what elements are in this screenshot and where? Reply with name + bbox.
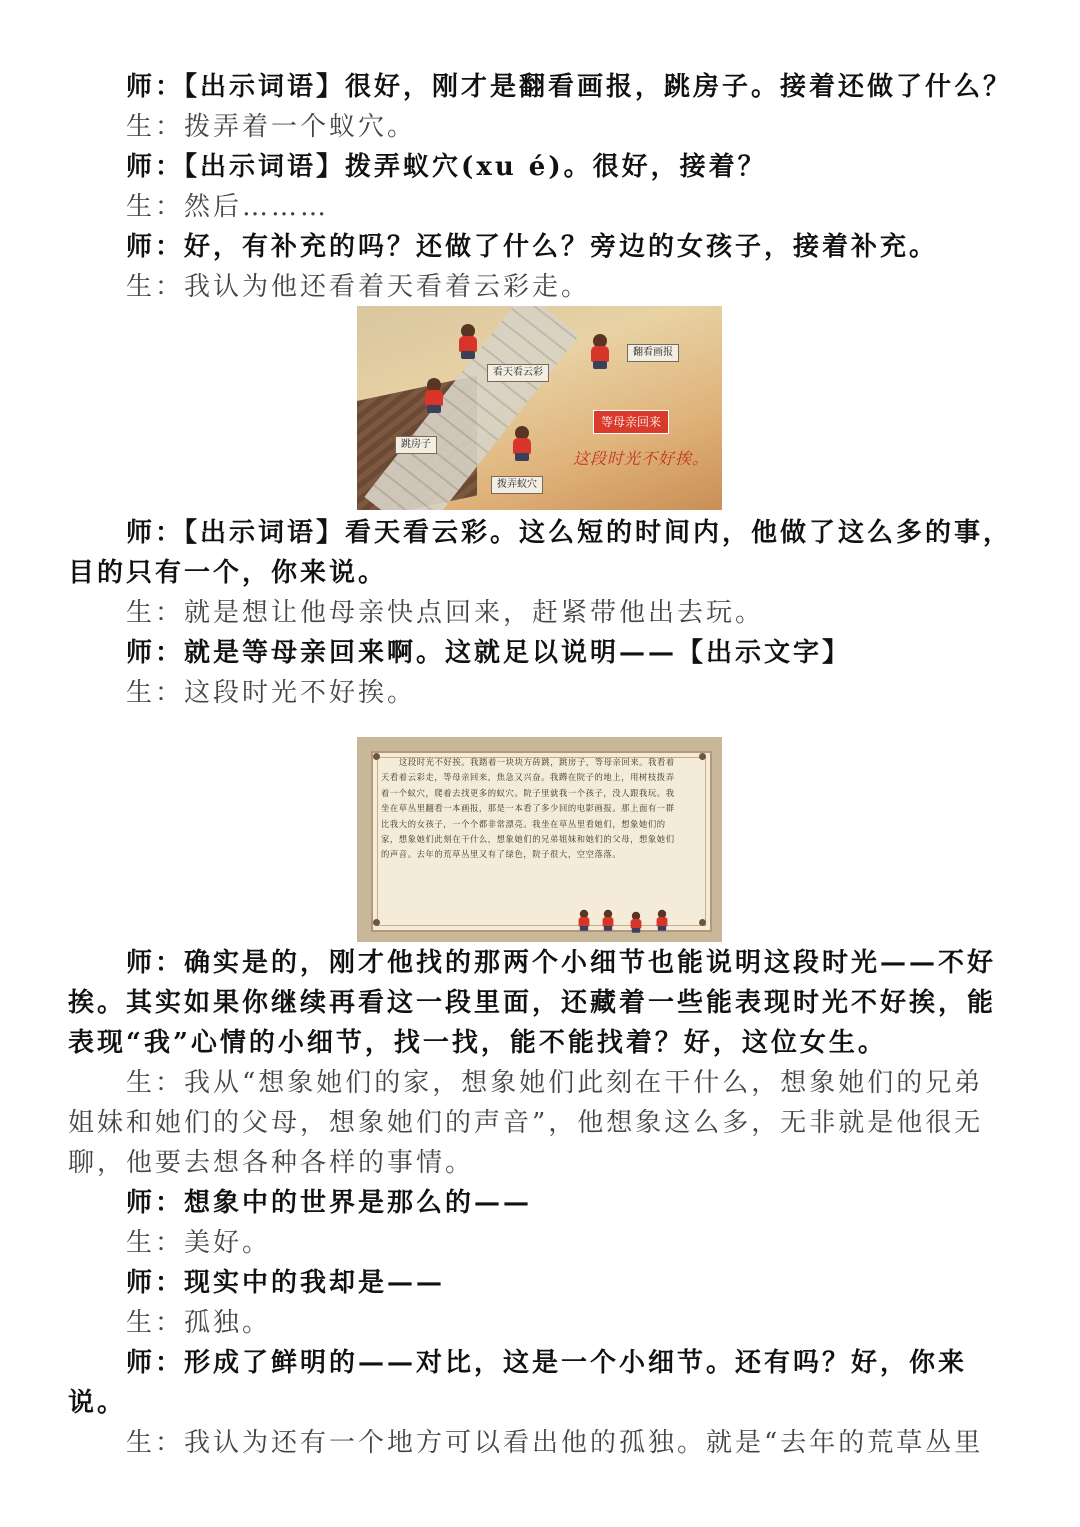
- dialogue-line: 聊，他要去想各种各样的事情。: [68, 1148, 475, 1178]
- pin-icon: [699, 919, 706, 926]
- dialogue-line: 生：我认为他还看着天看着云彩走。: [126, 272, 591, 302]
- label-fanhuabao: 翻看画报: [627, 344, 679, 362]
- label-kantian: 看天看云彩: [487, 364, 549, 382]
- dialogue-line: 师：好，有补充的吗？还做了什么？旁边的女孩子，接着补充。: [126, 232, 939, 262]
- dialogue-line: 师：【出示词语】拨弄蚁穴(xu é)。很好，接着？: [126, 152, 767, 182]
- dialogue-line: 师：现实中的我却是——: [126, 1268, 446, 1298]
- dialogue-line: 师：【出示词语】很好，刚才是翻看画报，跳房子。接着还做了什么？: [126, 72, 1013, 102]
- dialogue-line: 师：确实是的，刚才他找的那两个小细节也能说明这段时光——不好: [126, 948, 997, 978]
- dialogue-line: 目的只有一个，你来说。: [68, 558, 388, 588]
- dialogue-line: 生：就是想让他母亲快点回来，赶紧带他出去玩。: [126, 598, 765, 628]
- illustration-passage: [357, 737, 722, 942]
- illustration-activities: [357, 306, 722, 510]
- dialogue-line: 表现“我”心情的小细节，找一找，能不能找着？好，这位女生。: [68, 1028, 887, 1058]
- pin-icon: [699, 753, 706, 760]
- dialogue-line: 生：我从“想象她们的家，想象她们此刻在干什么，想象她们的兄弟: [126, 1068, 984, 1098]
- dialogue-line: 生：然后………: [126, 192, 330, 222]
- pin-icon: [373, 753, 380, 760]
- dialogue-line: 挨。其实如果你继续再看这一段里面，还藏着一些能表现时光不好挨，能: [68, 988, 997, 1018]
- pin-icon: [373, 919, 380, 926]
- dialogue-line: 师：就是等母亲回来啊。这就足以说明——【出示文字】: [126, 638, 852, 668]
- dialogue-line: 生：孤独。: [126, 1308, 272, 1338]
- dialogue-line: 生：拨弄着一个蚁穴。: [126, 112, 417, 142]
- dialogue-line: 姐妹和她们的父母，想象她们的声音”，他想象这么多，无非就是他很无: [68, 1108, 984, 1138]
- dialogue-line: 生：我认为还有一个地方可以看出他的孤独。就是“去年的荒草丛里: [126, 1428, 984, 1458]
- dialogue-line: 生：美好。: [126, 1228, 272, 1258]
- dialogue-line: 师：想象中的世界是那么的——: [126, 1188, 533, 1218]
- child-figure: [511, 426, 533, 460]
- child-figure: [629, 912, 642, 932]
- label-bonong: 拨弄蚁穴: [491, 476, 543, 494]
- dialogue-line: 说。: [68, 1388, 127, 1418]
- dialogue-line: 师：【出示词语】看天看云彩。这么短的时间内，他做了这么多的事，: [126, 518, 1013, 548]
- child-figure: [423, 378, 445, 412]
- child-figure: [655, 910, 668, 930]
- label-tiaofangzi: 跳房子: [395, 436, 437, 454]
- label-dengmuqin: 等母亲回来: [593, 410, 669, 434]
- child-figure: [589, 334, 611, 368]
- child-figure: [601, 910, 614, 930]
- child-figure: [457, 324, 479, 358]
- child-figure: [577, 910, 590, 930]
- passage-text: 这段时光不好挨。我踏着一块块方砖跳，跳房子，等母亲回来。我看着天看着云彩走，等母亲回来，焦急又兴奋。我蹲在院子的地上，用树枝拨弄着一个蚁穴，爬着去找更多的蚁穴。院子里就我一个孩子，没人跟我玩。我坐在草丛里翻看一本画报，那是一本看了多少回的电影画报。那上面有一群比我大的女孩子，一个个都非常漂亮。我坐在草丛里看她们，想象她们的家，想象她们此刻在干什么，想象她们的兄弟姐妹和她们的父母，想象她们的声音。去年的荒草丛里又有了绿色，院子很大，空空落落。: [381, 757, 675, 860]
- calligraphy-text: 这段时光不好挨。: [573, 449, 710, 468]
- dialogue-line: 生：这段时光不好挨。: [126, 678, 417, 708]
- dialogue-line: 师：形成了鲜明的——对比，这是一个小细节。还有吗？好，你来: [126, 1348, 968, 1378]
